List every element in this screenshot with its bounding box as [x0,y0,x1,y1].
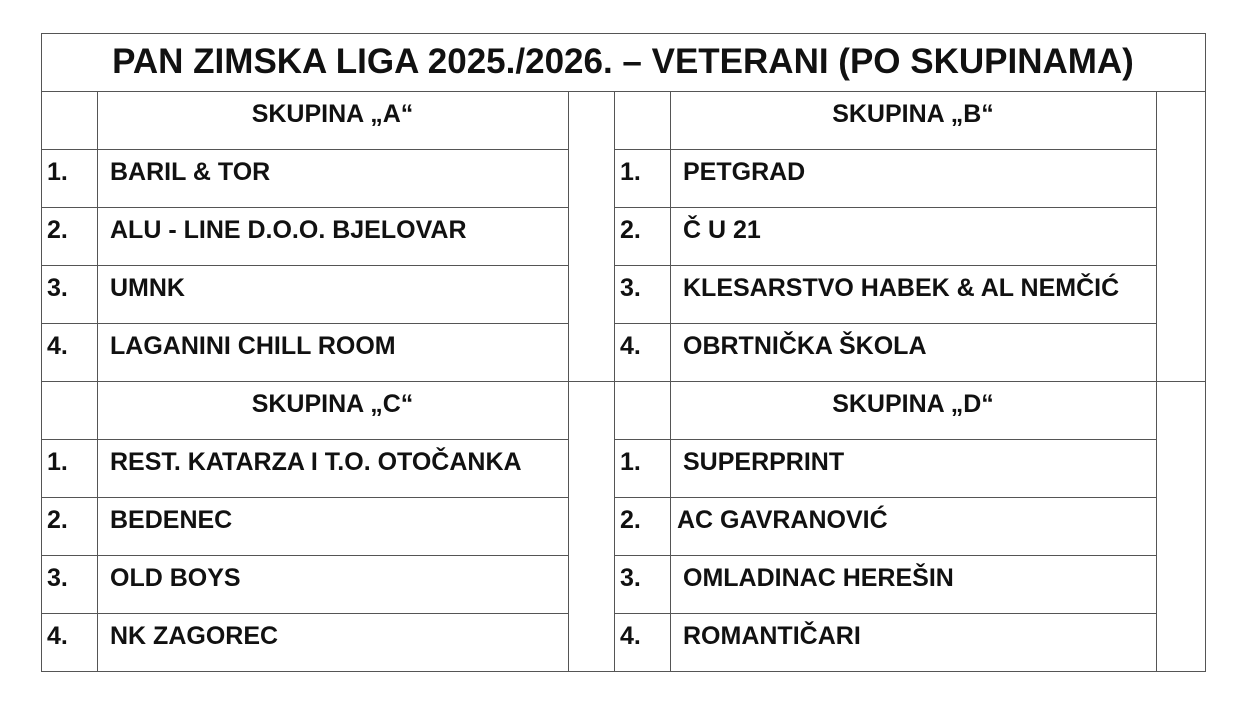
group-c-team-2: BEDENEC [110,505,233,534]
group-b-team-1: PETGRAD [683,157,806,186]
group-b-team-4: OBRTNIČKA ŠKOLA [683,331,927,360]
group-d-rank-4: 4. [620,621,641,650]
group-a-rank-4: 4. [47,331,68,360]
group-c-team-3: OLD BOYS [110,563,241,592]
group-b-rank-1: 1. [620,157,641,186]
group-d-rank-1: 1. [620,447,641,476]
group-a-team-1: BARIL & TOR [110,157,271,186]
group-d-rank-3: 3. [620,563,641,592]
group-a-rank-2: 2. [47,215,68,244]
group-a-team-2: ALU - LINE D.O.O. BJELOVAR [110,215,467,244]
grid-line [41,671,1205,672]
group-c-rank-3: 3. [47,563,68,592]
group-d-team-2: AC GAVRANOVIĆ [677,505,888,534]
group-c-rank-4: 4. [47,621,68,650]
group-d-team-1: SUPERPRINT [683,447,845,476]
grid-line [1205,33,1206,672]
group-b-header: SKUPINA „B“ [832,99,994,128]
group-c-rank-1: 1. [47,447,68,476]
group-a-rank-1: 1. [47,157,68,186]
group-a-rank-3: 3. [47,273,68,302]
group-c-team-1: REST. KATARZA I T.O. OTOČANKA [110,447,522,476]
group-d-header: SKUPINA „D“ [832,389,994,418]
group-b-rank-3: 3. [620,273,641,302]
group-c-team-4: NK ZAGOREC [110,621,279,650]
group-b-team-2: Č U 21 [683,215,761,244]
group-a-header: SKUPINA „A“ [251,99,414,128]
group-b-rank-2: 2. [620,215,641,244]
group-b-team-3: KLESARSTVO HABEK & AL NEMČIĆ [683,273,1120,302]
group-c-header: SKUPINA „C“ [251,389,414,418]
group-d-team-3: OMLADINAC HEREŠIN [683,563,954,592]
group-d-team-4: ROMANTIČARI [683,621,861,650]
group-d-rank-2: 2. [620,505,641,534]
group-a-team-4: LAGANINI CHILL ROOM [110,331,396,360]
group-b-rank-4: 4. [620,331,641,360]
group-c-rank-2: 2. [47,505,68,534]
group-a-team-3: UMNK [110,273,185,302]
page-title: PAN ZIMSKA LIGA 2025./2026. – VETERANI (PO SKUPINAMA) [112,42,1134,81]
